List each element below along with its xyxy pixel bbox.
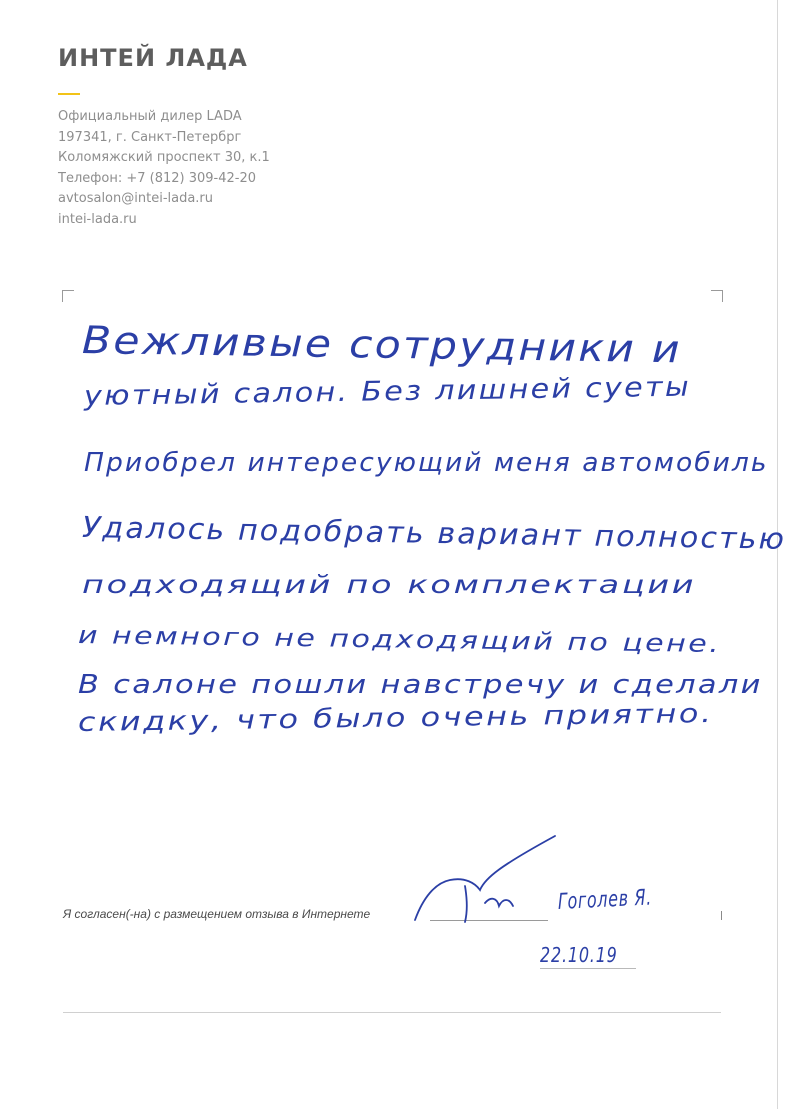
- signature-name: Гоголев Я.: [557, 885, 653, 915]
- review-line: В салоне пошли навстречу и сделали: [78, 670, 763, 700]
- signature-line-end: [721, 911, 722, 920]
- email-line: avtosalon@intei-lada.ru: [58, 191, 214, 207]
- review-line: и немного не подходящий по цене.: [77, 621, 722, 658]
- address-line: Официальный дилер LADA: [58, 109, 242, 124]
- review-line: подходящий по комплектации: [82, 570, 697, 599]
- website-line: intei-lada.ru: [58, 211, 137, 227]
- address-line: 197341, г. Санкт-Петербрг: [58, 129, 242, 145]
- review-line: уютный салон. Без лишней суеты: [83, 371, 692, 412]
- review-line: Удалось подобрать вариант полностью: [81, 510, 787, 556]
- consent-statement: Я согласен(-на) с размещением отзыва в Интернете: [63, 907, 371, 921]
- dealer-logo: ИНТЕЙ ЛАДА: [58, 44, 248, 72]
- date-underline: [540, 968, 636, 969]
- signature-date: 22.10.19: [540, 943, 618, 967]
- review-line: Приобрел интересующий меня автомобиль: [84, 448, 769, 478]
- address-line: Коломяжский проспект 30, к.1: [58, 150, 270, 166]
- review-line: скидку, что было очень приятно.: [77, 698, 714, 738]
- phone-line: Телефон: +7 (812) 309-42-20: [58, 170, 256, 186]
- footer-rule: [63, 1012, 721, 1013]
- review-line: Вежливые сотрудники и: [81, 318, 683, 372]
